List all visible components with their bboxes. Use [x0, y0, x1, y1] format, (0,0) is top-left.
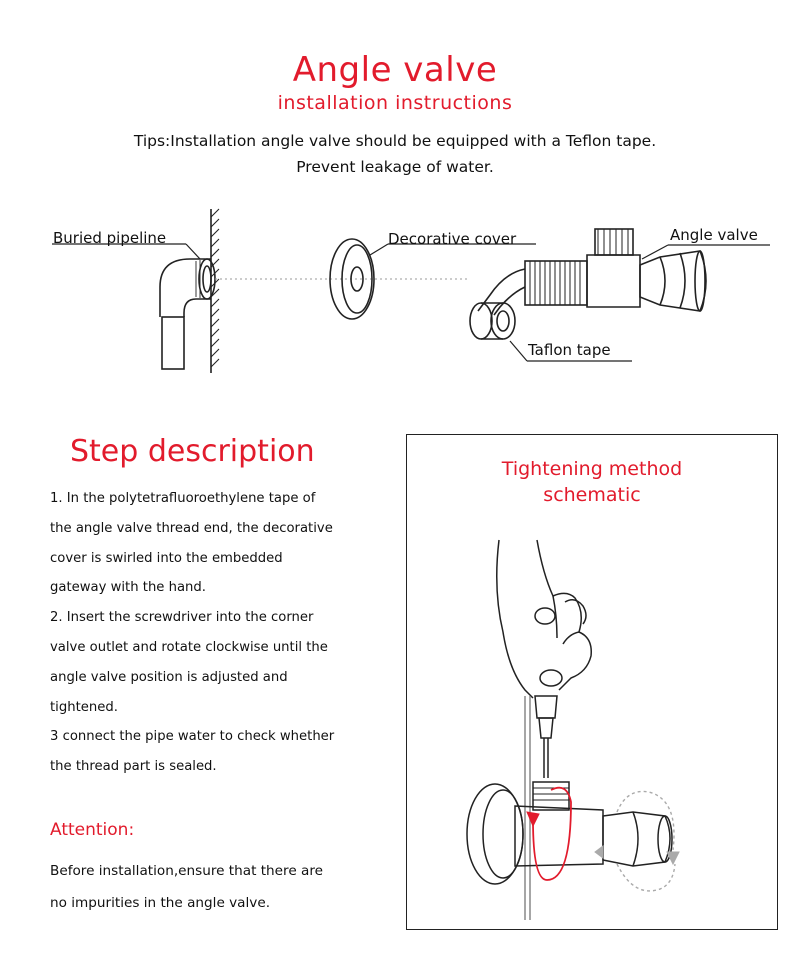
- attention-line: no impurities in the angle valve.: [50, 895, 271, 911]
- hand-outline: [497, 540, 533, 698]
- label-buried-pipeline: Buried pipeline: [53, 229, 167, 247]
- tips-line-2: Prevent leakage of water.: [296, 158, 494, 176]
- screwdriver-handle: [535, 696, 557, 718]
- step-line: gateway with the hand.: [50, 580, 206, 596]
- valve-threaded-inlet: [525, 261, 587, 305]
- valve-body: [587, 255, 640, 307]
- step-line: 3 connect the pipe water to check whether: [50, 729, 335, 745]
- step-line: 1. In the polytetrafluoroethylene tape of: [50, 491, 316, 506]
- panel-title-line-1: Tightening method: [501, 458, 683, 480]
- attention-text: [50, 855, 395, 919]
- attention-line: Before installation,ensure that there are: [50, 863, 323, 879]
- page-subtitle: installation instructions: [277, 92, 513, 114]
- tips-line-1: Tips:Installation angle valve should be equipped with a Teflon tape.: [133, 132, 657, 150]
- label-teflon-tape: Taflon tape: [528, 341, 611, 359]
- rotation-dashed-arrow: [617, 791, 674, 850]
- installation-diagram: [0, 195, 790, 385]
- arrow-head-icon: [527, 812, 539, 826]
- label-decorative-cover: Decorative cover: [388, 230, 517, 248]
- step-line: valve outlet and rotate clockwise until the: [50, 639, 328, 655]
- step-line: cover is swirled into the embedded: [50, 550, 283, 566]
- panel-title-line-2: schematic: [543, 484, 641, 506]
- step-line: tightened.: [50, 699, 118, 715]
- step-line: the thread part is sealed.: [50, 759, 217, 775]
- step-line: the angle valve thread end, the decorative: [50, 520, 333, 536]
- attention-title: Attention:: [50, 820, 135, 840]
- tightening-schematic: [407, 520, 777, 928]
- step-list: [50, 484, 390, 782]
- step-line: angle valve position is adjusted and: [50, 669, 288, 685]
- label-angle-valve: Angle valve: [670, 226, 758, 244]
- step-line: 2. Insert the screwdriver into the corner: [50, 610, 314, 626]
- page-title: Angle valve: [292, 50, 498, 90]
- valve-handle: [603, 812, 670, 866]
- valve-outlet: [533, 782, 569, 810]
- arrow-head-icon: [595, 846, 603, 858]
- step-description-title: Step description: [70, 434, 315, 469]
